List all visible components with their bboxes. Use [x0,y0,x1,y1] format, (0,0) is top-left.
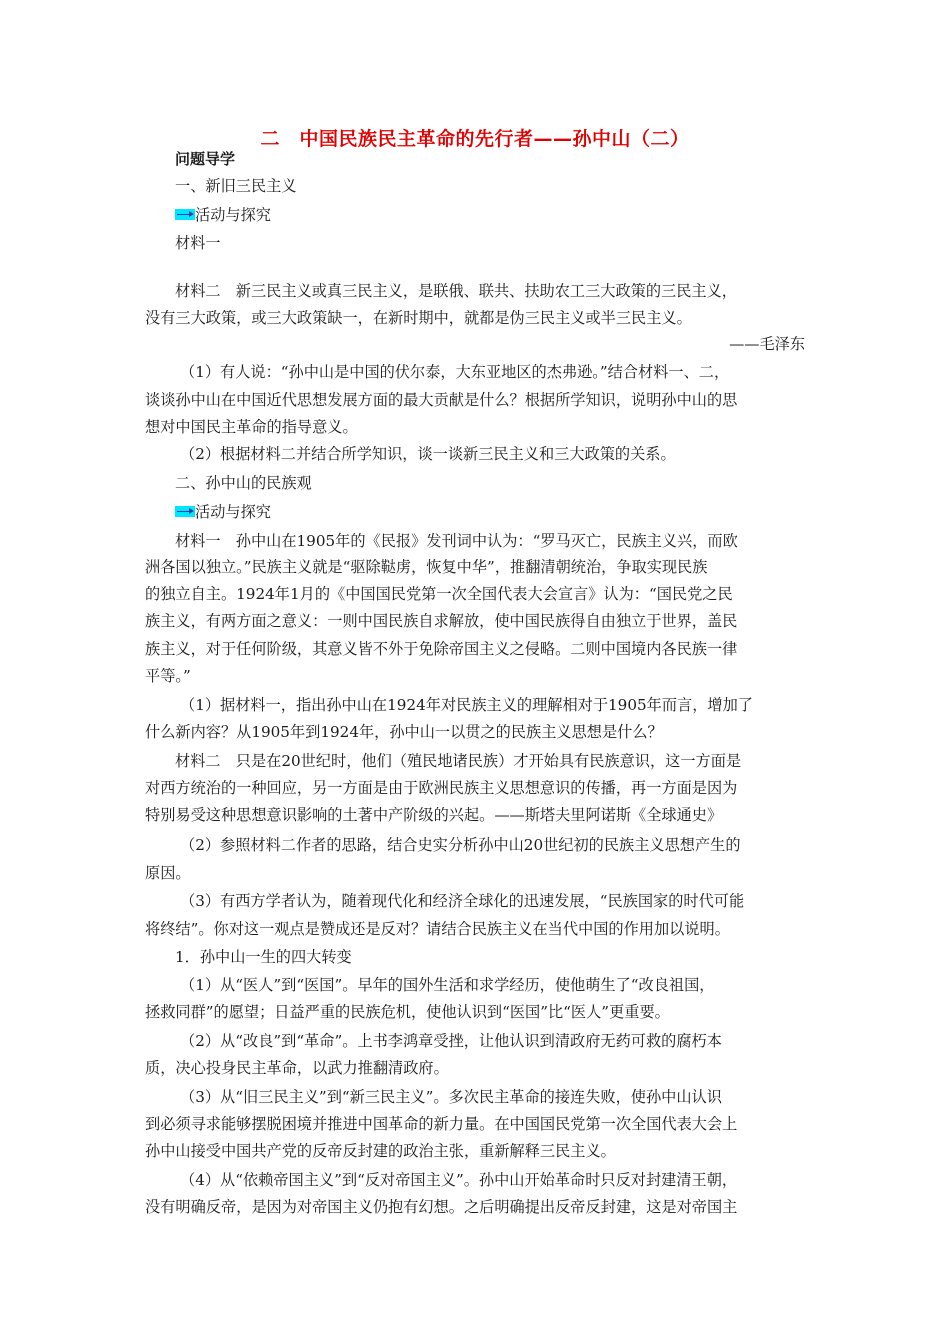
paragraph-line: 族主义，有两方面之意义：一则中国民族自求解放，使中国民族得自由独立于世界，盖民 [145,612,738,630]
source-attribution: ——毛泽东 [729,335,805,353]
paragraph-line: 想对中国民主革命的指导意义。 [145,418,358,436]
paragraph-line: （2）根据材料二并结合所学知识，谈一谈新三民主义和三大政策的关系。 [180,445,676,463]
paragraph-line: （2）从“改良”到“革命”。上书李鸿章受挫，让他认识到清政府无药可救的腐朽本 [180,1032,722,1050]
paragraph-line: 特别易受这种思想意识影响的土著中产阶级的兴起。——斯塔夫里阿诺斯《全球通史》 [145,806,723,824]
paragraph-line: 谈谈孙中山在中国近代思想发展方面的最大贡献是什么？根据所学知识，说明孙中山的思 [145,391,738,409]
paragraph-line: 平等。” [145,667,191,685]
section1-material1: 材料一 [175,234,221,252]
paragraph-line: 族主义，对于任何阶级，其意义皆不外于免除帝国主义之侵略。二则中国境内各民族一律 [145,640,738,658]
paragraph-line: 孙中山接受中国共产党的反帝反封建的政治主张，重新解释三民主义。 [145,1142,616,1160]
section1-activity [175,205,271,225]
activity-label: 活动与探究 [195,503,271,521]
paragraph-line: 的独立自主。1924年1月的《中国国民党第一次全国代表大会宣言》认为：“国民党之民 [145,585,733,603]
arrow-icon [175,209,195,220]
paragraph-line: 没有明确反帝，是因为对帝国主义仍抱有幻想。之后明确提出反帝反封建，这是对帝国主 [145,1198,738,1216]
paragraph-line: 材料一 孙中山在1905年的《民报》发刊词中认为：“罗马灭亡，民族主义兴，而欧 [175,532,738,550]
section3-title: 1．孙中山一生的四大转变 [175,948,352,966]
paragraph-line: 原因。 [145,864,191,882]
paragraph-line: 质，决心投身民主革命，以武力推翻清政府。 [145,1059,449,1077]
paragraph-line: 对西方统治的一种回应，另一方面是由于欧洲民族主义思想意识的传播，再一方面是因为 [145,779,738,797]
paragraph-line: 拯救同群”的愿望；日益严重的民族危机，使他认识到“医国”比“医人”更重要。 [145,1003,670,1021]
paragraph-line: 材料二 只是在20世纪时，他们（殖民地诸民族）才开始具有民族意识，这一方面是 [175,752,742,770]
page-title: 二 中国民族民主革命的先行者——孙中山（二） [260,128,690,150]
paragraph-line: （4）从“依赖帝国主义”到“反对帝国主义”。孙中山开始革命时只反对封建清王朝， [180,1171,738,1189]
activity-label: 活动与探究 [195,206,271,224]
paragraph-line: 没有三大政策，或三大政策缺一，在新时期中，就都是伪三民主义或半三民主义。 [145,309,692,327]
paragraph-line: 到必须寻求能够摆脱困境并推进中国革命的新力量。在中国国民党第一次全国代表大会上 [145,1115,738,1133]
paragraph-line: （1）有人说：“孙中山是中国的伏尔泰，大东亚地区的杰弗逊。”结合材料一、二， [180,363,730,381]
heading-wenti-daoxue: 问题导学 [175,150,236,168]
paragraph-line: （3）有西方学者认为，随着现代化和经济全球化的迅速发展，“民族国家的时代可能 [180,892,745,910]
paragraph-line: （2）参照材料二作者的思路，结合史实分析孙中山20世纪初的民族主义思想产生的 [180,836,741,854]
arrow-icon [175,506,195,517]
section1-title: 一、新旧三民主义 [175,177,297,195]
paragraph-line: （1）从“医人”到“医国”。早年的国外生活和求学经历，使他萌生了“改良祖国， [180,976,715,994]
section2-title: 二、孙中山的民族观 [175,474,312,492]
paragraph-line: 将终结”。你对这一观点是赞成还是反对？请结合民族主义在当代中国的作用加以说明。 [145,920,730,938]
paragraph-line: 材料二 新三民主义或真三民主义，是联俄、联共、扶助农工三大政策的三民主义， [175,282,737,300]
paragraph-line: 什么新内容？从1905年到1924年，孙中山一以贯之的民族主义思想是什么？ [145,723,663,741]
paragraph-line: 洲各国以独立。”民族主义就是“驱除鞑虏，恢复中华”，推翻清朝统治，争取实现民族 [145,558,708,576]
paragraph-line: （3）从“旧三民主义”到“新三民主义”。多次民主革命的接连失败，使孙中山认识 [180,1088,722,1106]
section2-activity [175,502,271,522]
paragraph-line: （1）据材料一，指出孙中山在1924年对民族主义的理解相对于1905年而言，增加了 [180,696,753,714]
